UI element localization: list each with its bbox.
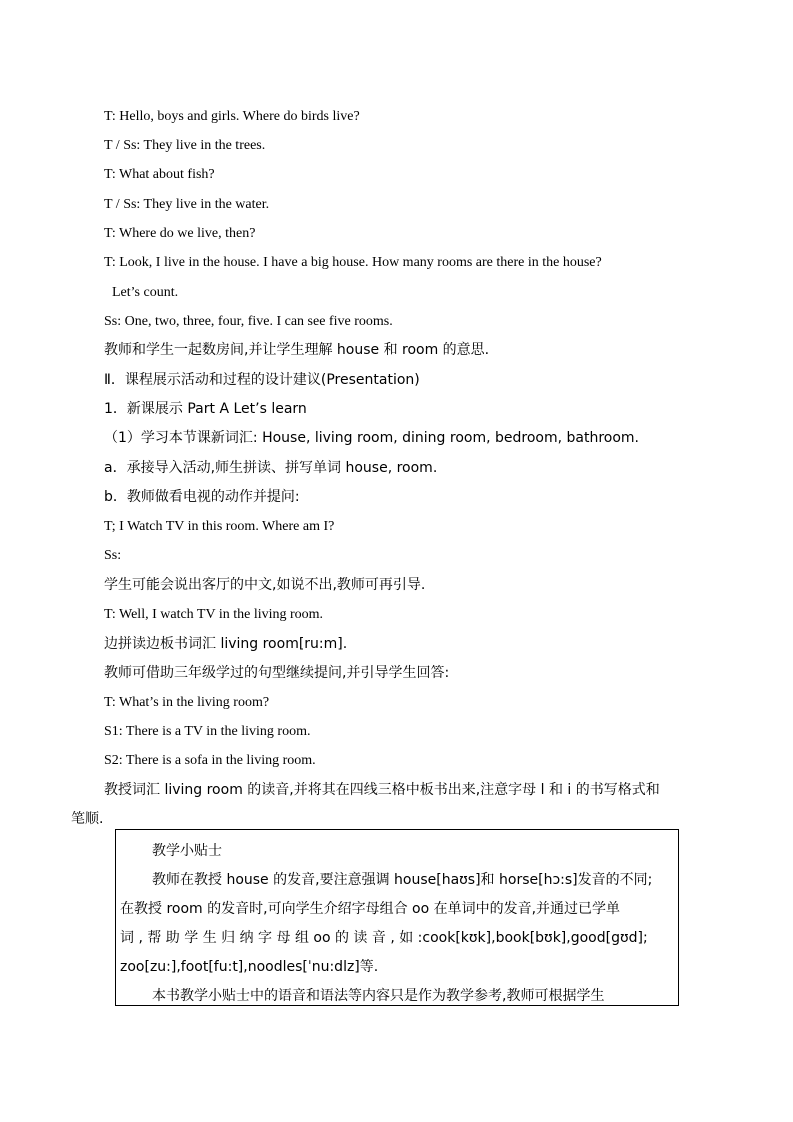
instruction-line: b．教师做看电视的动作并提问:: [104, 489, 300, 505]
dialogue-line: T: What about fish?: [104, 167, 215, 182]
dialogue-line: S2: There is a sofa in the living room.: [104, 753, 316, 768]
tip-line: zoo[zu:],foot[fu:t],noodles[ˈnu:dlz]等.: [120, 959, 379, 975]
dialogue-line: T / Ss: They live in the water.: [104, 197, 270, 212]
instruction-line: 边拼读边板书词汇 living room[ru:m].: [104, 636, 348, 652]
instruction-line: （1）学习本节课新词汇: House, living room, dining room, bedroom, bathroom.: [104, 430, 639, 446]
dialogue-line: S1: There is a TV in the living room.: [104, 724, 311, 739]
tip-line: 词 , 帮 助 学 生 归 纳 字 母 组 oo 的 读 音 , 如 :cook[kʊk],book[bʊk],good[gʊd];: [120, 930, 648, 946]
dialogue-line: Ss:: [104, 548, 122, 563]
tip-line: 本书教学小贴士中的语音和语法等内容只是作为教学参考,教师可根据学生: [152, 988, 605, 1004]
dialogue-line: T; I Watch TV in this room. Where am I?: [104, 519, 335, 534]
section-heading: Ⅱ．课程展示活动和过程的设计建议(Presentation): [104, 372, 420, 388]
tip-title: 教学小贴士: [152, 843, 222, 859]
dialogue-line: T: What’s in the living room?: [104, 695, 270, 710]
dialogue-line: T: Hello, boys and girls. Where do birds live?: [104, 109, 360, 124]
instruction-line: a．承接导入活动,师生拼读、拼写单词 house, room.: [104, 460, 438, 476]
dialogue-line: T / Ss: They live in the trees.: [104, 138, 266, 153]
instruction-line: 教师和学生一起数房间,并让学生理解 house 和 room 的意思.: [104, 342, 490, 358]
dialogue-line: Let’s count.: [112, 285, 179, 300]
dialogue-line: T: Where do we live, then?: [104, 226, 256, 241]
dialogue-line: T: Look, I live in the house. I have a big house. How many rooms are there in the house?: [104, 255, 602, 270]
instruction-line: 笔顺.: [71, 811, 104, 827]
subsection-heading: 1．新课展示 Part A Let’s learn: [104, 401, 307, 417]
dialogue-line: Ss: One, two, three, four, five. I can see five rooms.: [104, 314, 393, 329]
dialogue-line: T: Well, I watch TV in the living room.: [104, 607, 324, 622]
tip-line: 教师在教授 house 的发音,要注意强调 house[haʊs]和 horse[hɔ:s]发音的不同;: [152, 872, 653, 888]
tip-line: 在教授 room 的发音时,可向学生介绍字母组合 oo 在单词中的发音,并通过已学单: [120, 901, 621, 917]
instruction-line: 教师可借助三年级学过的句型继续提问,并引导学生回答:: [104, 665, 450, 681]
instruction-line: 教授词汇 living room 的读音,并将其在四线三格中板书出来,注意字母 l 和 i 的书写格式和: [104, 782, 660, 798]
instruction-line: 学生可能会说出客厅的中文,如说不出,教师可再引导.: [104, 577, 426, 593]
teaching-tip-box: [115, 829, 679, 1006]
